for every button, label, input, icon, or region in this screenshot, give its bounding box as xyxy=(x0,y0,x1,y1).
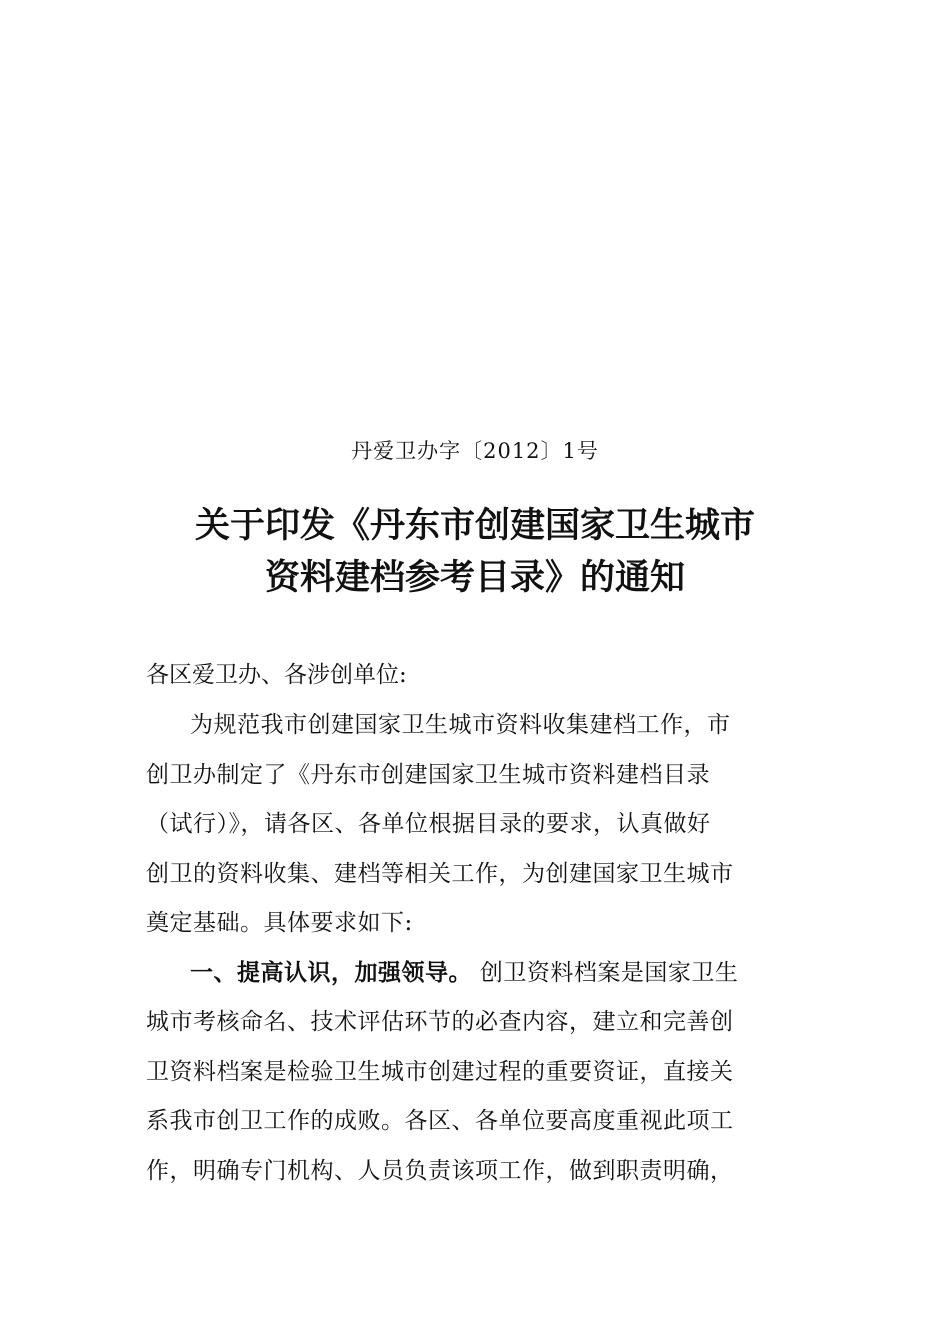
salutation: 各区爱卫办、各涉创单位: xyxy=(146,662,407,688)
paragraph-line: 奠定基础。具体要求如下: xyxy=(146,910,413,936)
section-heading-line xyxy=(146,953,806,1003)
document-title xyxy=(0,500,950,604)
paragraph-line: 系我市创卫工作的成败。各区、各单位要高度重视此项工 xyxy=(146,1108,734,1134)
document-number: 丹爱卫办字〔2012〕1号 xyxy=(351,439,599,463)
section-1-text: 创卫资料档案是国家卫生 xyxy=(479,959,739,986)
paragraph-line: 创卫的资料收集、建档等相关工作，为创建国家卫生城市 xyxy=(146,860,734,887)
paragraph-line: 卫资料档案是检验卫生城市创建过程的重要资证，直接关 xyxy=(146,1058,734,1085)
paragraph-line: 创卫办制定了《丹东市创建国家卫生城市资料建档目录 xyxy=(146,761,710,788)
paragraph-line: 作，明确专门机构、人员负责该项工作，做到职责明确， xyxy=(146,1157,734,1184)
document-body xyxy=(146,705,806,1200)
paragraph-line: （试行）》，请各区、各单位根据目录的要求，认真做好 xyxy=(146,811,711,837)
title-line-1: 关于印发《丹东市创建国家卫生城市 xyxy=(194,506,755,546)
title-line-2: 资料建档参考目录》的通知 xyxy=(264,558,685,598)
section-1-heading: 一、提高认识，加强领导。 xyxy=(190,959,472,986)
paragraph-line: 为规范我市创建国家卫生城市资料收集建档工作，市 xyxy=(190,712,731,738)
paragraph-line: 城市考核命名、技术评估环节的必查内容，建立和完善创 xyxy=(146,1009,734,1035)
